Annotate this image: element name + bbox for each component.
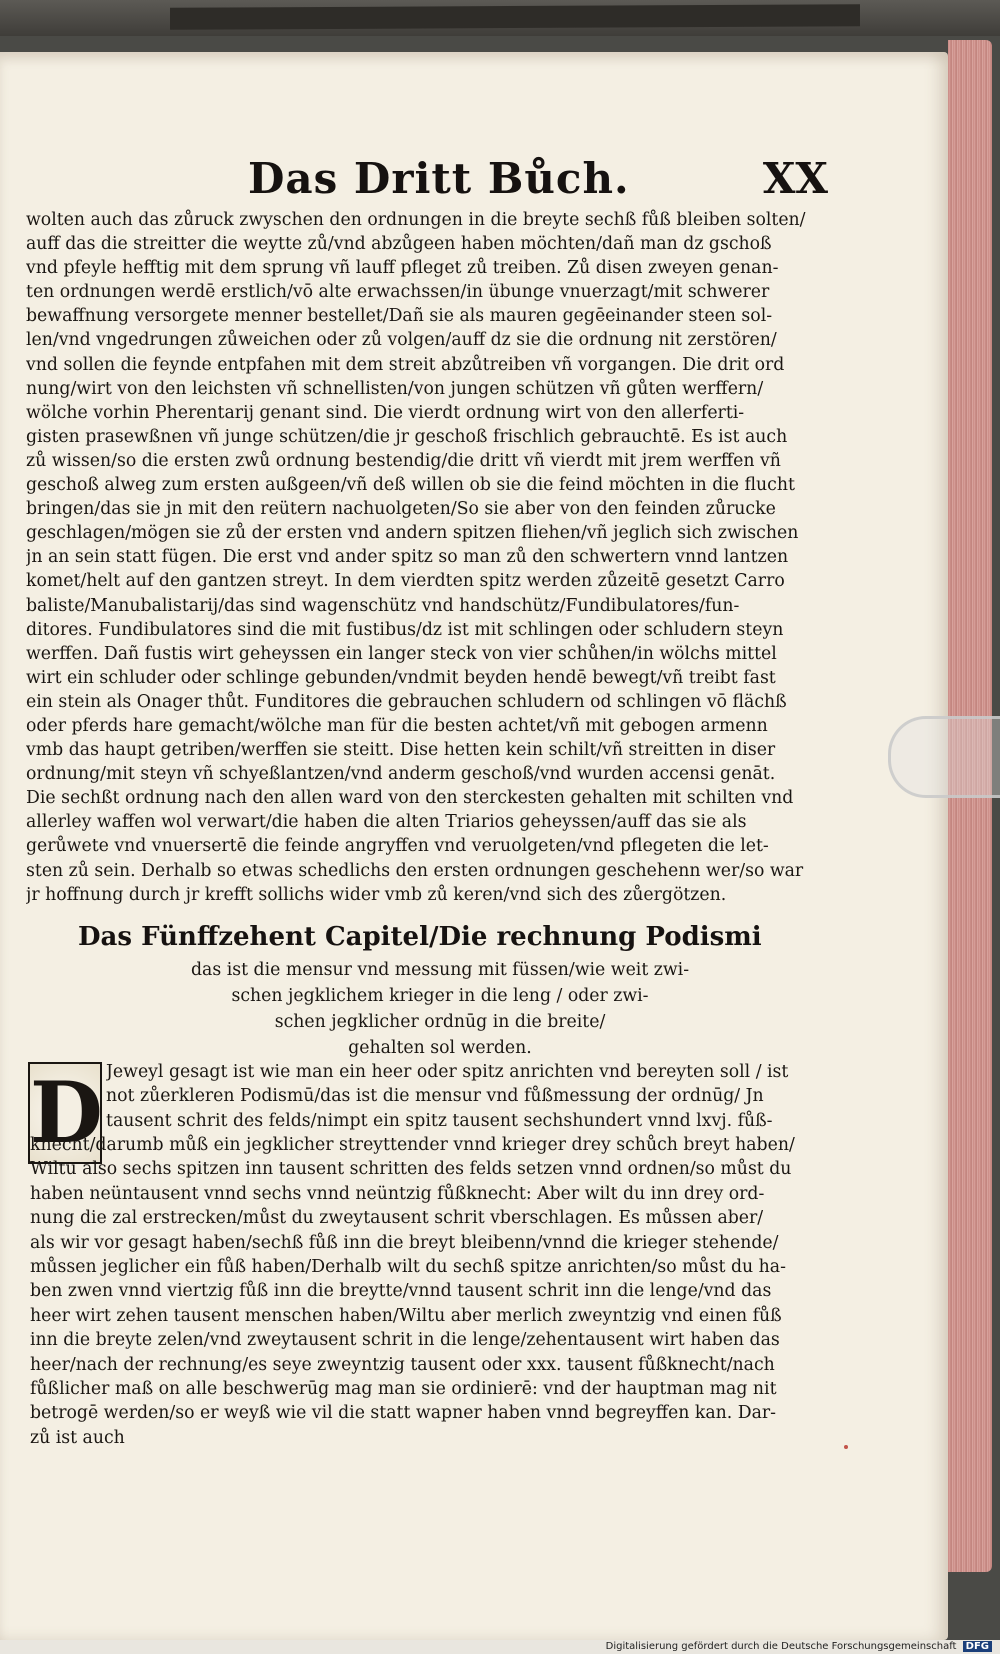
paragraph-2-indented bbox=[106, 1060, 828, 1133]
text-line: ten ordnungen werdē erstlich/vō alte erwachssen/in übunge vnuerzagt/mit schwerer bbox=[26, 282, 770, 303]
text-line: jn an sein statt fügen. Die erst vnd ander spitz so man zů den schwertern vnnd lantzen bbox=[26, 547, 789, 568]
text-line: bewaffnung versorgete menner bestellet/Dañ sie als mauren gegēeinander steen sol- bbox=[26, 306, 773, 327]
text-line: wölche vorhin Pherentarij genant sind. Die vierdt ordnung wirt von den allerferti- bbox=[26, 402, 745, 423]
text-line: nung/wirt von den leichsten vñ schnellisten/von jungen schützen vñ gůten werffern/ bbox=[26, 378, 764, 399]
page-clip bbox=[888, 716, 1000, 798]
text-line: vnd sollen die feynde entpfahen mit dem streit abzůtreiben vñ vorgangen. Die drit ord bbox=[26, 354, 785, 375]
text-line: baliste/Manubalistarij/das sind wagenschütz vnd handschütz/Fundibulatores/fun- bbox=[26, 595, 740, 616]
text-line: heer/nach der rechnung/es seye zweyntzig tausent oder xxx. tausent fůßknecht/nach bbox=[30, 1354, 775, 1375]
text-line: komet/helt auf den gantzen streyt. In dem vierdten spitz werden zůzeitē gesetzt Carro bbox=[26, 571, 785, 592]
ink-spot bbox=[844, 1445, 848, 1449]
text-line: len/vnd vngedrungen zůweichen oder zů volgen/auff dz sie die ordnung nit zerstören/ bbox=[26, 330, 777, 351]
text-line: zů ist auch bbox=[30, 1427, 125, 1448]
digitization-credit bbox=[606, 1641, 992, 1652]
text-line: geschlagen/mögen sie zů der ersten vnd andern spitzen fliehen/vñ jeglich sich zwischen bbox=[26, 523, 799, 544]
text-line: fůßlicher maß on alle beschwerūg mag man sie ordinierē: vnd der hauptman mag nit bbox=[30, 1379, 777, 1400]
subtitle-line: das ist die mensur vnd messung mit füssen/wie weit zwi- bbox=[190, 960, 690, 980]
book-top-edge bbox=[0, 0, 1000, 36]
text-line: inn die breyte zelen/vnd zweytausent schrit in die lenge/zehentausent wirt haben das bbox=[30, 1330, 780, 1351]
chapter-subtitle bbox=[80, 957, 800, 1061]
text-line: auff das die streitter die weytte zů/vnd abzůgeen haben möchten/dañ man dz gschoß bbox=[26, 234, 772, 255]
subtitle-line: gehalten sol werden. bbox=[348, 1038, 532, 1058]
text-line: Die sechßt ordnung nach den allen ward von den sterckesten gehalten mit schilten vnd bbox=[26, 788, 794, 809]
text-line: tausent schrit des felds/nimpt ein spitz tausent sechshundert vnnd lxvj. fůß- bbox=[106, 1110, 773, 1131]
text-line: ben zwen vnnd viertzig fůß inn die breytte/vnnd tausent schrit inn die lenge/vnd das bbox=[30, 1281, 772, 1302]
text-line: ein stein als Onager thůt. Funditores die gebrauchen schludern od schlingen vō flächß bbox=[26, 691, 787, 712]
text-line: zů wissen/so die ersten zwů ordnung bestendig/die dritt vñ vierdt mit jrem werffen vñ bbox=[26, 450, 781, 471]
text-line: betrogē werden/so er weyß wie vil die statt wapner haben vnnd begreyffen kan. Dar- bbox=[30, 1403, 776, 1424]
text-line: bringen/das sie jn mit den reütern nachuolgeten/So sie aber von den feinden zůrucke bbox=[26, 499, 776, 520]
text-line: můssen jeglicher ein fůß haben/Derhalb wilt du sechß spitze anrichten/so můst du ha- bbox=[30, 1257, 786, 1278]
decorated-initial: D bbox=[30, 1063, 103, 1162]
page-fore-edge bbox=[948, 40, 992, 1572]
text-line: als wir vor gesagt haben/sechß fůß inn die breyt bleibenn/vnnd die krieger stehende/ bbox=[30, 1232, 779, 1253]
text-line: sten zů sein. Derhalb so etwas schedlichs den ersten ordnungen geschehenn wer/so war bbox=[26, 860, 804, 881]
text-line: heer wirt zehen tausent menschen haben/Wiltu aber merlich zweyntzig vnd einen fůß bbox=[30, 1305, 782, 1326]
text-line: wolten auch das zůruck zwyschen den ordnungen in die breyte sechß fůß bleiben solten/ bbox=[26, 210, 806, 230]
credit-text: Digitalisierung gefördert durch die Deutsche Forschungsgemeinschaft bbox=[605, 1641, 957, 1652]
binding-band bbox=[170, 4, 860, 30]
subtitle-line: schen jegklichem krieger in die leng / oder zwi- bbox=[231, 986, 649, 1006]
paragraph-1 bbox=[26, 208, 834, 907]
text-line: ordnung/mit steyn vñ schyeßlantzen/vnd anderm geschoß/vnd wurden accensi genāt. bbox=[26, 764, 776, 785]
dfg-logo: DFG bbox=[963, 1641, 992, 1652]
running-header bbox=[248, 154, 828, 210]
text-line: vnd pfeyle hefftig mit dem sprung vñ lauff pfleget zů treiben. Zů disen zweyen genan- bbox=[26, 258, 779, 279]
text-line: nung die zal erstrecken/můst du zweytausent schrit vberschlagen. Es můssen aber/ bbox=[30, 1208, 764, 1229]
text-line: allerley waffen wol verwart/die haben die alten Triarios geheyssen/auff das sie als bbox=[26, 812, 747, 833]
text-line: werffen. Dañ fustis wirt geheyssen ein langer steck von vier schůhen/in wölchs mittel bbox=[26, 643, 777, 664]
text-line: Wiltu also sechs spitzen inn tausent schritten des felds setzen vnnd ordnen/so můst du bbox=[30, 1159, 792, 1180]
subtitle-line: schen jegklicher ordnūg in die breite/ bbox=[274, 1012, 606, 1032]
folio-number: XX bbox=[762, 154, 828, 203]
text-line: wirt ein schluder oder schlinge gebunden/vndmit beyden hendē bewegt/vñ treibt fast bbox=[26, 667, 776, 688]
text-line: vmb das haupt getriben/werffen sie steitt. Dise hetten kein schilt/vñ streitten in diser bbox=[26, 740, 776, 761]
chapter-heading: Das Fünffzehent Capitel/Die rechnung Podismi bbox=[78, 922, 762, 952]
running-title: Das Dritt Bůch. bbox=[248, 154, 630, 203]
text-line: gisten prasewßnen vñ junge schützen/die jr geschoß frischlich gebrauchtē. Es ist auch bbox=[26, 426, 788, 447]
text-line: jr hoffnung durch jr krefft sollichs wider vmb zů keren/vnd sich des zůergötzen. bbox=[26, 884, 727, 905]
text-line: oder pferds hare gemacht/wölche man für die besten achtet/vñ mit gebogen armenn bbox=[26, 715, 768, 736]
text-line: Jeweyl gesagt ist wie man ein heer oder spitz anrichten vnd bereyten soll / ist bbox=[106, 1062, 789, 1082]
text-line: geschoß alweg zum ersten außgeen/vñ deß willen ob sie die feind möchten in die flucht bbox=[26, 475, 795, 496]
text-line: ditores. Fundibulatores sind die mit fustibus/dz ist mit schlingen oder schludern steyn bbox=[26, 619, 784, 640]
text-line: gerůwete vnd vnuersertē die feinde angryffen vnd veruolgeten/vnd pflegeten die let- bbox=[26, 836, 769, 857]
text-line: not zůerkleren Podismū/das ist die mensur vnd fůßmessung der ordnūg/ Jn bbox=[106, 1086, 764, 1107]
paragraph-2 bbox=[30, 1133, 828, 1450]
text-line: knecht/darumb můß ein jegklicher streyttender vnnd krieger drey schůch breyt haben/ bbox=[30, 1135, 795, 1155]
text-line: haben neüntausent vnnd sechs vnnd neüntzig fůßknecht: Aber wilt du inn drey ord- bbox=[30, 1183, 765, 1204]
